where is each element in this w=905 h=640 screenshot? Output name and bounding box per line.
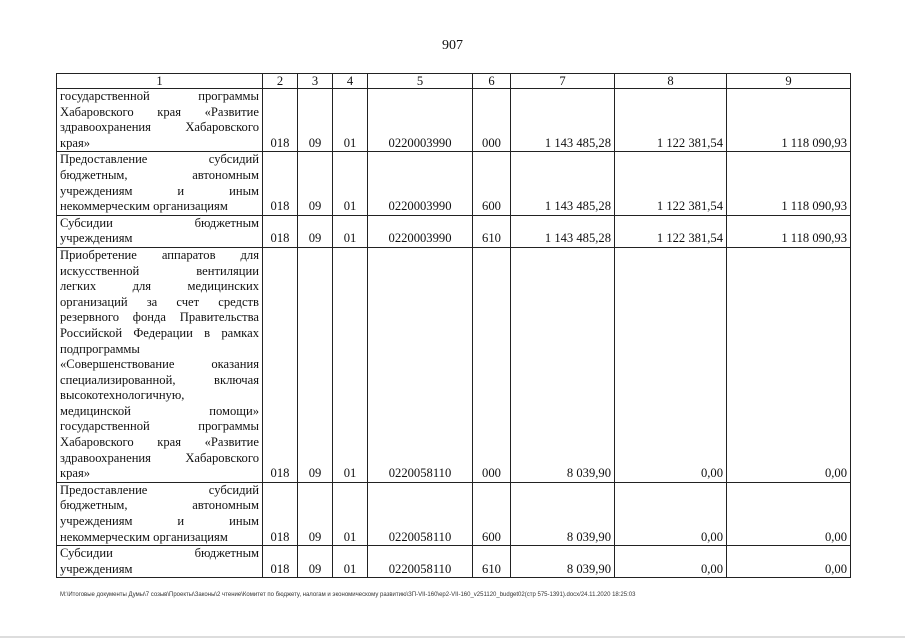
cell-section: 09	[298, 482, 333, 545]
cell-amount-2021: 0,00	[615, 482, 727, 545]
cell-item-name	[57, 546, 263, 578]
cell-target-article: 0220058110	[368, 247, 473, 482]
table-row	[57, 247, 851, 482]
cell-section: 09	[298, 215, 333, 247]
cell-amount-2021: 0,00	[615, 247, 727, 482]
cell-item-name	[57, 247, 263, 482]
col-header-7: 7	[511, 74, 615, 89]
cell-subsection: 01	[333, 89, 368, 152]
table-row	[57, 89, 851, 152]
cell-amount-2021: 1 122 381,54	[615, 152, 727, 215]
cell-subsection: 01	[333, 482, 368, 545]
page-number: 907	[442, 38, 463, 53]
cell-subsection: 01	[333, 546, 368, 578]
page-bottom-edge	[0, 636, 905, 638]
item-name-line: Российской Федерации в рамках	[60, 325, 259, 340]
cell-amount-2020: 1 143 485,28	[511, 152, 615, 215]
cell-section: 09	[298, 247, 333, 482]
item-name-line: некоммерческим организациям	[60, 199, 228, 214]
cell-target-article: 0220003990	[368, 89, 473, 152]
cell-amount-2022: 0,00	[727, 482, 851, 545]
col-header-2: 2	[263, 74, 298, 89]
cell-amount-2020: 8 039,90	[511, 482, 615, 545]
cell-item-name	[57, 89, 263, 152]
table-row	[57, 152, 851, 215]
item-name-line: края»	[60, 466, 91, 481]
item-name-line: искусственной вентиляции	[60, 263, 259, 278]
cell-subsection: 01	[333, 247, 368, 482]
item-name-line: здравоохранения Хабаровского	[60, 450, 259, 465]
item-name-line: организаций за счет средств	[60, 294, 259, 309]
item-name-line: Приобретение аппаратов для	[60, 247, 259, 262]
cell-amount-2021: 0,00	[615, 546, 727, 578]
item-name-line: бюджетным, автономным	[60, 167, 259, 182]
cell-ministry-code: 018	[263, 482, 298, 545]
cell-expense-type: 610	[473, 546, 511, 578]
cell-expense-type: 000	[473, 89, 511, 152]
col-header-1: 1	[57, 74, 263, 89]
item-name-line: учреждениям и иным	[60, 183, 259, 198]
item-name-line: учреждениям и иным	[60, 514, 259, 529]
table-body	[57, 89, 851, 578]
col-header-4: 4	[333, 74, 368, 89]
col-header-9: 9	[727, 74, 851, 89]
cell-amount-2020: 8 039,90	[511, 546, 615, 578]
cell-ministry-code: 018	[263, 152, 298, 215]
cell-ministry-code: 018	[263, 247, 298, 482]
item-name-line: здравоохранения Хабаровского	[60, 120, 259, 135]
cell-expense-type: 610	[473, 215, 511, 247]
cell-amount-2021: 1 122 381,54	[615, 89, 727, 152]
col-header-5: 5	[368, 74, 473, 89]
item-name-line: Хабаровского края «Развитие	[60, 435, 259, 450]
table-row	[57, 482, 851, 545]
cell-target-article: 0220058110	[368, 546, 473, 578]
cell-item-name	[57, 482, 263, 545]
cell-target-article: 0220003990	[368, 215, 473, 247]
cell-section: 09	[298, 152, 333, 215]
header-row	[57, 74, 851, 89]
item-name-line: учреждениям	[60, 231, 133, 246]
item-name-line: государственной программы	[60, 89, 259, 103]
item-name-line: государственной программы	[60, 419, 259, 434]
file-path-footer: М:\Итоговые документы Думы\7 созыв\Проекты\Законы\2 чтение\Комитет по бюджету, налогам и экономическому развитию\ЗП-VII-160\ер2-VII-160_v251120_budget02(стр 575-1391).docx/24.11.2020 18:25:03	[60, 592, 636, 598]
cell-expense-type: 600	[473, 152, 511, 215]
col-header-8: 8	[615, 74, 727, 89]
item-name-line: высокотехнологичную,	[60, 388, 185, 403]
cell-amount-2022: 0,00	[727, 247, 851, 482]
cell-subsection: 01	[333, 215, 368, 247]
col-header-6: 6	[473, 74, 511, 89]
cell-ministry-code: 018	[263, 215, 298, 247]
item-name-line: бюджетным, автономным	[60, 498, 259, 513]
item-name-line: некоммерческим организациям	[60, 529, 228, 544]
cell-item-name	[57, 152, 263, 215]
item-name-line: Предоставление субсидий	[60, 152, 259, 167]
table-row	[57, 546, 851, 578]
cell-ministry-code: 018	[263, 546, 298, 578]
cell-expense-type: 000	[473, 247, 511, 482]
cell-expense-type: 600	[473, 482, 511, 545]
cell-amount-2022: 1 118 090,93	[727, 89, 851, 152]
item-name-line: легких для медицинских	[60, 279, 259, 294]
budget-table	[56, 73, 851, 578]
item-name-line: «Совершенствование оказания	[60, 357, 259, 372]
item-name-line: края»	[60, 135, 91, 150]
cell-amount-2022: 0,00	[727, 546, 851, 578]
cell-item-name	[57, 215, 263, 247]
cell-amount-2020: 1 143 485,28	[511, 215, 615, 247]
cell-amount-2022: 1 118 090,93	[727, 215, 851, 247]
cell-amount-2021: 1 122 381,54	[615, 215, 727, 247]
item-name-line: специализированной, включая	[60, 372, 259, 387]
cell-subsection: 01	[333, 152, 368, 215]
item-name-line: Субсидии бюджетным	[60, 215, 259, 230]
item-name-line: Субсидии бюджетным	[60, 546, 259, 561]
item-name-line: Хабаровского края «Развитие	[60, 104, 259, 119]
cell-amount-2020: 1 143 485,28	[511, 89, 615, 152]
item-name-line: медицинской помощи»	[60, 403, 259, 418]
cell-amount-2020: 8 039,90	[511, 247, 615, 482]
cell-section: 09	[298, 89, 333, 152]
item-name-line: Предоставление субсидий	[60, 482, 259, 497]
item-name-line: учреждениям	[60, 561, 133, 576]
col-header-3: 3	[298, 74, 333, 89]
item-name-line: резервного фонда Правительства	[60, 310, 259, 325]
cell-section: 09	[298, 546, 333, 578]
cell-target-article: 0220058110	[368, 482, 473, 545]
table-row	[57, 215, 851, 247]
cell-target-article: 0220003990	[368, 152, 473, 215]
cell-amount-2022: 1 118 090,93	[727, 152, 851, 215]
item-name-line: подпрограммы	[60, 341, 140, 356]
cell-ministry-code: 018	[263, 89, 298, 152]
